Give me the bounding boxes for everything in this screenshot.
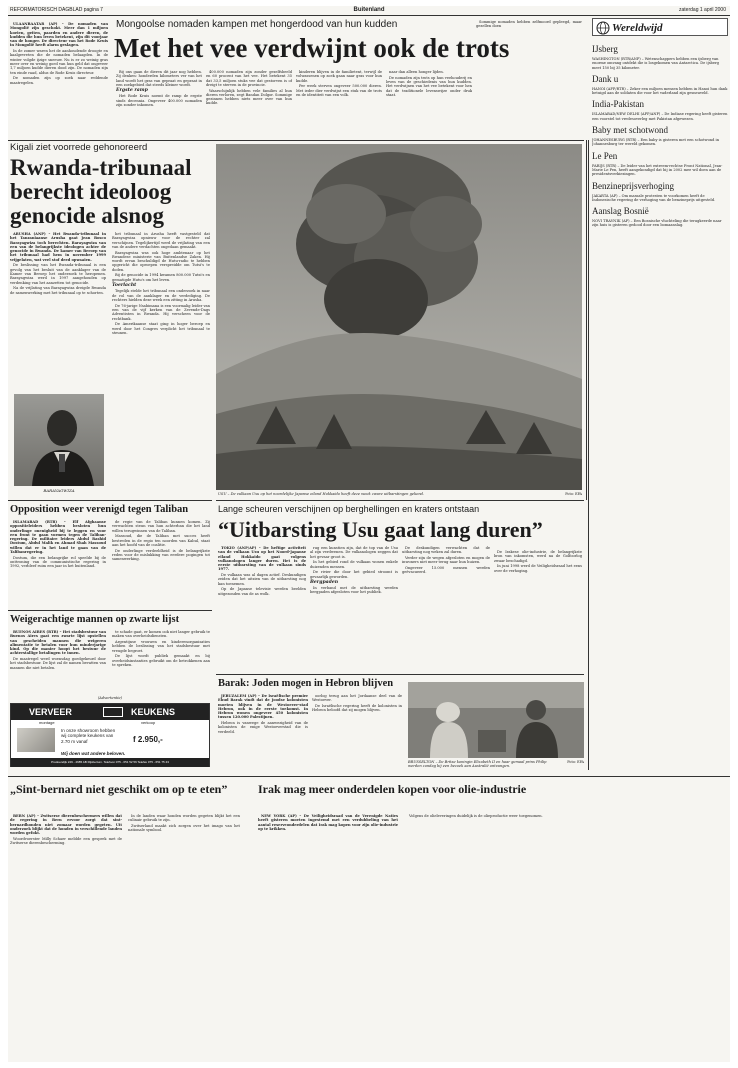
mongolia-col1-p2: De nomaden zijn op zoek naar reddende maatregelen.	[10, 76, 108, 85]
rwanda-col2-p3: Bij de genocide in 1994 kwamen 800.000 Tutsi's en gematigde Hutu's om het leven.	[112, 273, 210, 282]
irak-col	[494, 550, 582, 670]
queen-photo	[408, 682, 584, 758]
divider	[8, 610, 212, 611]
mongolia-col4	[296, 70, 382, 138]
rwanda-col2-p4: Tegelijk stelde het tribunaal een onderzoek in naar de rol van de aanklager en de verdediging. De rechters hielden deze week een zitting in Arusha.	[112, 289, 210, 302]
wereldwijd-item-title: Aanslag Bosnië	[592, 206, 649, 217]
wereldwijd-item-title: Benzineprijsverhoging	[592, 180, 674, 191]
irak-p2: De Irakese olie-industrie, de belangrijkste bron van inkomsten, werd na de Golfoorlog zwaar beschadigd.	[494, 550, 582, 563]
ad-logo	[103, 707, 123, 717]
mongolia-col2-p2: Het Rode Kruis noemt de ramp de ergste sinds decennia. Ongeveer 400.000 nomaden zijn zonder inkomen.	[116, 94, 202, 108]
mongolia-col2-p: Bij ons gaan de dieren dit jaar nog hebben. Zij denken: honderden kilometers ver van het land wordt het gras van gepraat en gepraat in een zoekgebied dat steeds kleiner wordt.	[116, 70, 202, 87]
header-left: REFORMATORISCH DAGBLAD pagina 7	[10, 7, 103, 13]
taliban-p1: Dostum, die een belangrijke rol speelde bij de onttroning van de communistische regering in 1992, verbleef ruim een jaar in het buitenland.	[10, 555, 106, 569]
wereldwijd-item-title: Baby met schotwond	[592, 125, 668, 136]
barak-col2-p2: De Israëlische regering heeft de kolonisten in Hebron beloofd dat zij mogen blijven.	[312, 703, 402, 713]
wereldwijd-item-text: ISLAMABAD/NEW DELHI (AFP/ANP) – De Indiase regering heeft gisteren een voorstel tot vredesoverleg met Pakistan afgewezen.	[592, 112, 728, 121]
rwanda-col2-p2: Barayagwiza was ook hoge ambtenaar op het Rwandese ministerie van Buitenlandse Zaken. Hij wordt ervan beschuldigd de Hutu-radio te hebben opgericht die oproepen verspreidde om Tutsi's te doden.	[112, 250, 210, 272]
ad-banner	[11, 704, 209, 720]
divider	[216, 500, 584, 501]
rwanda-col2-p: het tribunaal in Arusha heeft vastgesteld dat Barayagwiza opnieuw voor de rechter zal verschijnen. Tegelijkertijd werd de vrijlating van een van de andere verdachten ongedaan gemaakt.	[112, 232, 210, 249]
divider	[216, 674, 584, 675]
header-date: zaterdag 1 april 2000	[679, 7, 726, 13]
sint-bernard-col2	[128, 814, 240, 1054]
rwanda-headline: Rwanda-tribunaal berecht ideoloog genocide alsnog	[10, 155, 192, 228]
mongolia-headline: Met het vee verdwijnt ook de trots	[114, 33, 510, 63]
wereldwijd-header	[592, 18, 728, 36]
advertisement	[10, 703, 210, 767]
ad-label: (Advertentie)	[97, 696, 123, 700]
volcano-col1	[218, 546, 306, 670]
sint-bernard-col1	[10, 814, 122, 1054]
wereldwijd-item-text: WASHINGTON (RTR/ANP) – Wetenschappers hebben een ijsberg van enorme omvang ontdekt die is losgekomen van Antarctica. De ijsberg meet 150 bij 35 kilometer.	[592, 57, 719, 70]
volcano-col3-p2: Verder zijn de wegen afgesloten en mogen de inwoners niet meer terug naar hun huizen.	[402, 555, 490, 565]
wereldwijd-item-title: IJsberg	[592, 44, 618, 54]
sint-bernard-lead: BERN (AP) – Zwitserse dierenbeschermers willen dat de regering in Bern ervoor zorgt dat sint-bernardhonden niet zomaar worden gegeten. Uit onderzoek blijkt dat de honden in verschillende landen worden gefokt.	[10, 814, 122, 836]
mongolia-lead: ULAANBAATAR (AP) – De nomaden van Mongolië zijn geschokt. Meer dan 1 miljoen koeien, geiten, paarden en andere dieren, de kudden die hun leven betekent, zijn dit voorjaar van de honger. De directeur van het Rode Kruis in Mongolië heeft alarm geslagen.	[10, 22, 108, 48]
volcano-caption: USU – De vulkaan Usu op het noordelijke Japanse eiland Hokkaido heeft deze week zware uitbarstingen gekend.	[218, 492, 425, 496]
barak-col2	[312, 694, 402, 770]
rwanda-subhead: Toerlacht	[112, 283, 137, 289]
portrait-graphic	[14, 394, 104, 486]
mongolia-col2	[116, 70, 202, 138]
queen-graphic	[408, 682, 584, 758]
volcano-graphic	[216, 144, 582, 490]
volcano-col2-p4: In verband met de uitbarsting werden bergpaden afgesloten voor het publiek.	[310, 586, 398, 595]
volcano-col2	[310, 546, 398, 670]
wereldwijd-item	[592, 181, 728, 203]
mongolia-col3-p: 400.000 nomaden zijn zonder gezelfsbeeld en 60 procent van het vee. Het betekent 35 dat 33,5 miljoen stuks vee dat gestorven is of dreigt te sterven in de provincie.	[206, 70, 292, 87]
volcano-col2-p2: In het gebied rond de vulkaan wonen enkele duizenden mensen.	[310, 560, 398, 569]
wereldwijd-item-title: Dank u	[592, 73, 619, 84]
argentina-col2	[112, 630, 210, 690]
rwanda-kicker: Kigali ziet voorrede gehonoreerd	[10, 142, 148, 153]
wereldwijd-item	[592, 206, 728, 228]
argentina-kicker: Weigerachtige mannen op zwarte lijst	[10, 614, 180, 625]
divider	[588, 140, 589, 770]
argentina-lead: BUENOS AIRES (RTR) – Het stadsbestuur van Buenos Aires gaat een zwarte lijst opstellen van gescheiden mannen die weigeren alimentatie te betalen voor hun minderjarige kind. Op die manier hoopt het bestuur de achterstallige betalingen te innen.	[10, 630, 106, 656]
taliban-kicker: Opposition weer verenigd tegen Taliban	[10, 504, 189, 515]
wereldwijd-item	[592, 74, 728, 96]
irak-lead: NEW YORK (AP) – De Veiligheidsraad van de Verenigde Naties heeft gisteren moeten ingestemd met een verdubbeling van het aantal reserveonderdelen dat Irak mag kopen voor zijn olie-industrie op te krikken.	[258, 814, 398, 831]
ad-tag-montage: montage	[39, 720, 55, 725]
volcano-col2-p3: De rivier die door het gebied stroomt is gevaarlijk geworden.	[310, 570, 398, 579]
wereldwijd-item-text: JOHANNESBURG (RTR) – Een baby is gisteren met een schotwond in Johannesburg ter wereld gekomen.	[592, 138, 720, 147]
rwanda-col2-p6: De Amerikaanse staat ging in hoger beroep en werd door het Congres verplicht het tribunaal te steunen.	[112, 322, 210, 335]
ad-line1: In onze showroom hebben	[61, 728, 116, 733]
mongolia-col5-p3: Sommige nomaden hebben zelfmoord gepleegd, maar gezellen doen	[476, 20, 582, 29]
divider	[586, 140, 587, 500]
wereldwijd-item	[592, 151, 728, 177]
rwanda-col2-p5: De 76-jarige Nsabimana is een voormalig leider van een van de vijf kerken van de Zevende-Dags Adventisten in Rwanda. Hij verscheen voor de rechtbank.	[112, 303, 210, 321]
barayagwiza-caption: BARAYAGWIZA	[43, 488, 75, 493]
wereldwijd-item	[592, 44, 728, 70]
mongolia-col3-p2: Waarschijnlijk hebben vele families al hun dieren verloren, zegt Bandan Dolgor. Sommige gezinnen hebben niets meer over van hun kudde.	[206, 88, 292, 106]
sint-bernard-p2: In de landen waar honden worden gegeten blijkt het een culinair gebruik te zijn.	[128, 814, 240, 823]
barak-kicker: Barak: Joden mogen in Hebron blijven	[218, 678, 394, 689]
barak-lead: JERUZALEM (AP) – De Israëlische premier Ehud Barak vindt dat de Joodse kolonisten moeten blijven in de Westoever-stad Hebron, ook in de eerste toekomst. In Hebron wonen ongeveer 450 kolonisten tussen 120.000 Palestijnen.	[218, 694, 308, 720]
wereldwijd-title: Wereldwijd	[612, 22, 663, 34]
wereldwijd-item-title: India-Pakistan	[592, 99, 644, 110]
mongolia-col1-p: In de zomer waren het de aanhoudende droogte en kaalgevreten die de nomaden belaagden. In de winter volgde ijzige sneeuw. Nu is er zo weinig gras meer over en weinig goed van hun geld dat ongeveer 1,7 miljoen kudde dieren dood zijn. De nomaden zijn ten einde raad, aldus de Rode Kruis directeur.	[10, 49, 108, 75]
globe-icon	[596, 21, 610, 35]
taliban-col1	[10, 520, 106, 606]
ad-line2: wij complete keukens van	[61, 733, 114, 739]
irak-col1	[258, 814, 398, 1054]
irak-p1: Volgens de olieleveringen duidelijk is de olieproductie weer toegenomen.	[409, 814, 543, 818]
volcano-col3-p3: Ongeveer 15.000 mensen werden geëvacueerd.	[402, 565, 490, 575]
volcano-col3	[402, 546, 490, 670]
rwanda-col2	[112, 232, 210, 494]
ad-footer: Prodoendijk 229 - 2685 AB Rijsbertum. Telefoon 075 - 651 52 56 Telefax 075 - 651 75 43	[11, 758, 209, 767]
volcano-col3-p: De deskundigen verwachten dat de uitbarsting nog weken zal duren.	[402, 546, 490, 555]
ad-line3: 2.70 m vanaf	[61, 738, 88, 744]
volcano-kicker: Lange scheuren verschijnen op berghellingen en kraters ontstaan	[218, 504, 480, 514]
ad-price: f 2.950,-	[133, 735, 163, 744]
volcano-headline: “Uitbarsting Usu gaat lang duren”	[218, 517, 543, 542]
mongolia-col5	[386, 70, 472, 138]
rwanda-p1: De beslissing van het Rwanda-tribunaal is een gevolg van het besluit van de aanklager van de Kamer van Beroep het onderzoek te heropenen. Barayagwiza werd in 1997 aangehouden op verdenking van het aanzetten tot genocide.	[10, 263, 106, 285]
volcano-subhead: Bergpaden	[310, 579, 339, 585]
mongolia-col6	[476, 20, 582, 138]
newspaper-page	[8, 6, 730, 1062]
mongolia-col5-p: naar dan alleen honger lijden.	[389, 70, 444, 74]
argentina-p1: De maatregel werd woensdag goedgekeurd door het stadsbestuur. De lijst zal de namen bevatten van mannen die niet betalen.	[10, 657, 106, 670]
mongolia-col3	[206, 70, 292, 138]
taliban-col2	[112, 520, 210, 606]
wereldwijd-item-text: NOVI TRAVNIK (AP) – Een Bosnische vluchteling die terugkeerde naar zijn huis is gisteren gedood door een bomaanslag.	[592, 219, 722, 228]
irak-kicker: Irak mag meer onderdelen kopen voor olie-industrie	[258, 782, 527, 796]
volcano-lead: TOKIO (ANP/AP) – De heftige activiteit van de vulkaan Usu op het Noord-Japanse eiland Hokkaido gaat volgens vulkanologen langer duren. Het is de eerste uitbarsting van de vulkaan sinds 1977.	[218, 546, 306, 572]
rwanda-p2: Na de vrijlating van Barayagwiza dreigde Rwanda de samenwerking met het tribunaal op te schorten.	[10, 286, 106, 295]
argentina-col1	[10, 630, 106, 690]
mongolia-col4-p2: Per week sterven ongeveer 500.000 dieren. Met ieder dier verdwijnt een stuk van de trots en de identiteit van een volk.	[296, 84, 382, 97]
divider	[8, 140, 584, 141]
taliban-col2-p3: De onderlinge verdeeldheid is de belangrijkste reden voor de mislukking van eerdere pogingen tot samenwerking.	[112, 548, 210, 562]
queen-credit: Foto: EPA	[567, 760, 584, 764]
mongolia-subhead: Ergste ramp	[116, 88, 148, 94]
argentina-col2-p2: Argentijnse vrouwen en kinderenorganisaties hebben de beslissing van het stadsbestuur met vreugde begroet.	[112, 639, 210, 653]
volcano-col1-p2: Op de Japanse televisie werden beelden uitgezonden van de as wolk.	[218, 587, 306, 596]
volcano-col1-p: De vulkaan was al dagen actief. Deskundigen zeiden dat het uitzien van de uitbarsting nog kan toenemen.	[218, 573, 306, 586]
page-header	[8, 6, 730, 16]
irak-col2	[406, 814, 582, 1054]
ad-kitchen-image	[17, 728, 55, 752]
queen-caption: BRUSSELTON – De Britse koningin Elizabeth II en haar gemaal prins Philip werden zondag bij een bezoek aan Australië ontvangen.	[408, 760, 547, 769]
volcano-photo	[216, 144, 582, 490]
ad-tag-verkoop: verkoop	[141, 720, 156, 725]
volcano-col2-p: rug een kunstien zijn, dat de top van de Usu al zijn verdwenen. De vulkanologen zeggen dat het gevaar groot is.	[310, 546, 398, 559]
barak-p1: Hebron is vanwege de aanwezigheid van de kolonisten de enige Westoeverstad die is verdeeld.	[218, 721, 308, 734]
wereldwijd-item-text: JAKARTA (AP) – Om massale protesten te voorkomen heeft de Indonesische regering de verhoging van de benzineprijs uitgesteld.	[592, 193, 716, 202]
wereldwijd-item-text: HANOI (AFP/RTR) – Zeker een miljoen mensen hebben in Hanoi hun dank betuigd aan de soldaten die voor het vaderland zijn gesneuveld.	[592, 86, 728, 96]
sint-bernard-p1: Woordvoerster Milly Schaer meldde een gesprek met de Zwitserse dierenbescherming.	[10, 836, 122, 846]
mongolia-col4-p: kinderen blijven in de familietent, terwijl de volwassenen op zoek gaan naar gras voor hun kudde.	[296, 70, 382, 83]
divider	[8, 500, 212, 501]
section-title: Buitenland	[353, 7, 385, 13]
barak-col2-p: oorlog terug aan het Jordaanse deel van de Westoever.	[312, 694, 402, 703]
wereldwijd-list	[592, 40, 728, 770]
rwanda-lead: ARUSHA (ANP) – Het Rwanda-tribunaal in het Tanzaniaanse Arusha gaat Jean Bosco Barayagwiza toch berechten. Barayagwiza van een van de belangrijkste ideologen achter de genocide in Rwanda. De kamer van Beroep van het tribunaal had hem in november 1999 vrijgelaten, wat veel stof deed opwaaien.	[10, 232, 106, 262]
ad-welcome: Wij doen wat andere beloven.	[61, 751, 126, 756]
ad-brand2: KEUKENS	[131, 707, 176, 717]
argentina-col2-p: te schade gaat, er komen ook niet langer gebruik te maken van overheidsdiensten.	[112, 630, 210, 639]
wereldwijd-item	[592, 99, 728, 121]
wereldwijd-item-title: Le Pen	[592, 150, 618, 161]
volcano-credit: Foto: EPA	[565, 492, 582, 496]
mongolia-lead-column	[10, 22, 108, 136]
irak-p3: In juni 1998 werd de Veiligheidsraad het eens over de verhoging.	[494, 564, 582, 573]
argentina-col2-p3: De lijst wordt publiek gemaakt en bij overheidsinstanties gebruikt om de betrokkenen aan te spreken.	[112, 654, 210, 667]
sint-bernard-kicker: „Sint-bernard niet geschikt om op te eten”	[10, 782, 228, 796]
wereldwijd-item	[592, 125, 728, 147]
mongolia-kicker: Mongoolse nomaden kampen met hongerdood van hun kudden	[116, 19, 398, 30]
barak-col1	[218, 694, 308, 770]
divider	[8, 776, 730, 777]
ad-brand1: VERVEER	[29, 707, 72, 717]
taliban-lead: ISLAMABAD (RTR) – Elf Afghaanse oppositieleiders hebben besloten hun onderlinge onenigheid bij te leggen en voor een front te gaan vormen tegen de Taliban-regering. De militaire leiders Abdul Rashid Dostum, Abdul Malik en Ahmad Shah Massoud willen dat er in het land te gaan van de Talibanregering.	[10, 520, 106, 555]
wereldwijd-item-text: PARIJS (RTR) – De leider van het extreem-rechtse Front National, Jean-Marie Le Pen, heeft aangekondigd dat hij in 2002 mee wil doen aan de presidentsverkiezingen.	[592, 163, 723, 177]
barayagwiza-photo	[14, 394, 104, 486]
mongolia-col5-p2: De nomaden zijn trots op hun veehouderij en leven van de geschiedenis van hun kudden. Het verdwijnen van het vee betekent voor hen dat de traditionele levenswijze onder druk staat.	[386, 75, 472, 97]
sint-bernard-p3: Zwitserland maakt zich zorgen over het imago van het nationale symbool.	[128, 823, 240, 833]
taliban-col2-p2: Massoud, die de Taliban met succes heeft bestreden in de regio ten noorden van Kabul, staat aan het hoofd van de coalitie.	[112, 534, 210, 547]
taliban-col2-p: de regie van de Taliban kunnen komen. Zij verwachten steun van hun achterban die het land willen terugwinnen van de Taliban.	[112, 520, 210, 533]
